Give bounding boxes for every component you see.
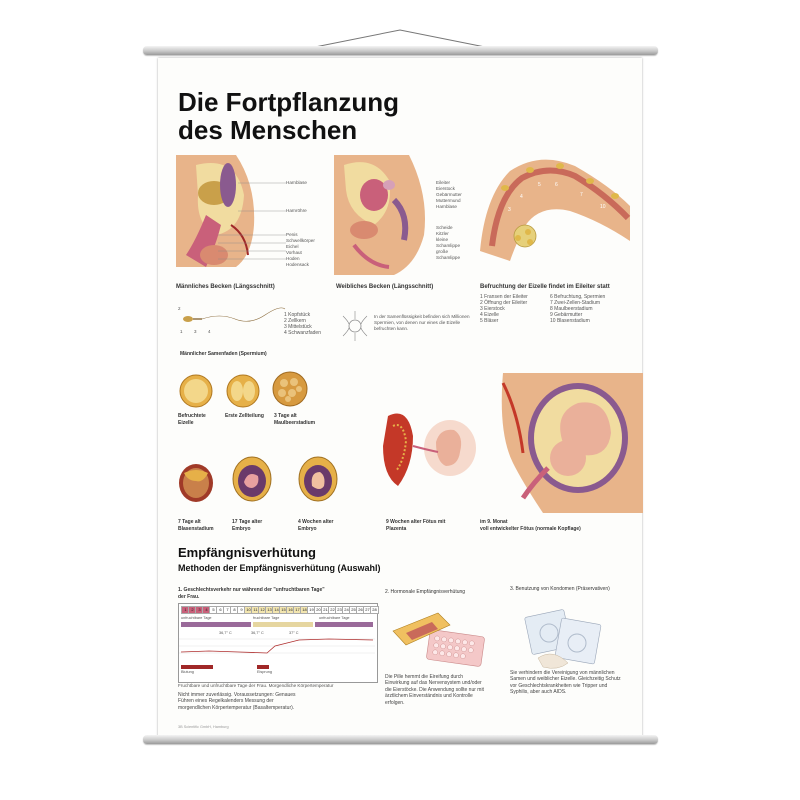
calendar-day-cell: 9	[237, 606, 246, 614]
sperm-axis-label: 1	[180, 329, 183, 334]
male-label: Harnröhre	[286, 208, 307, 213]
stage-morula	[272, 371, 308, 407]
method-1-note: Nicht immer zuverlässig. Voraussetzungen: Genaues Führen eines Regelkalenders Messung der morgendlichen Körpertemperatur (Basaltemperatur).	[178, 692, 296, 711]
calendar-day-cell: 19	[307, 606, 316, 614]
fert-number: 10	[600, 204, 606, 210]
fetus-9-months-illustration	[493, 373, 643, 513]
pill-pack-illustration	[388, 603, 488, 673]
page-title: Die Fortpflanzung des Menschen	[178, 87, 399, 145]
cal-label: Eisprung	[257, 670, 272, 674]
calendar-day-cell: 21	[321, 606, 330, 614]
female-pelvis-illustration	[334, 155, 434, 275]
stage-first-division	[225, 373, 261, 409]
cal-label: 36,7° C	[251, 631, 264, 635]
calendar-day-cell: 12	[258, 606, 267, 614]
calendar-day-cell: 4	[202, 606, 211, 614]
method-2-title: 2. Hormonale Empfängnisverhütung	[385, 589, 466, 595]
sperm-swarm-icon	[340, 311, 370, 341]
stage-17-day-embryo	[232, 456, 272, 502]
stage-8-caption: im 9. Monat voll entwickelter Fötus (normale Kopflage)	[480, 519, 581, 532]
calendar-day-cell: 16	[286, 606, 295, 614]
cal-label: 36,7° C	[219, 631, 232, 635]
sperm-axis-label: 4	[208, 329, 211, 334]
stage-1-caption: Befruchtete Eizelle	[178, 413, 206, 426]
calendar-day-cell: 25	[349, 606, 358, 614]
sperm-axis-label: 3	[194, 329, 197, 334]
fertility-calendar	[178, 603, 378, 683]
fertilization-legend-col2: 6 Befruchtung, Spermien 7 Zwei-Zellen-Stadium 8 Maulbeerstadium 9 Gebärmutter 10 Blasenstadium	[550, 294, 606, 324]
calendar-day-cell: 1	[181, 606, 190, 614]
calendar-day-cell: 24	[342, 606, 351, 614]
sperm-axis-label: 2	[178, 306, 181, 311]
stage-5-caption: 17 Tage alter Embryo	[232, 519, 263, 532]
fertilization-legend-col1: 1 Fransen der Eileiter 2 Öffnung der Eileiter 3 Eierstock 4 Eizelle 5 Bläser	[480, 294, 528, 324]
method-1-title: 1. Geschlechtsverkehr nur während der "unfruchtbaren Tage" der Frau.	[178, 587, 325, 600]
calendar-day-cell: 8	[230, 606, 239, 614]
method-3-note: Sie verhindern die Vereinigung von männlichen Samen und weiblicher Eizelle. Gleichzeitig Schutz vor Geschlechtskrankheiten wie Tripper und Syphilis, aber auch AIDS.	[510, 670, 621, 696]
stage-fertilized-egg	[178, 373, 214, 409]
calendar-day-cell: 27	[363, 606, 372, 614]
calendar-day-cell: 7	[223, 606, 232, 614]
method-3-title: 3. Benutzung von Kondomen (Präservativen)	[510, 586, 610, 592]
calendar-day-cell: 5	[209, 606, 218, 614]
fertilization-illustration	[480, 156, 630, 261]
female-labels-lower: Scheide Kitzler kleine Schamlippe große Schamlippe	[436, 225, 461, 260]
calendar-day-cell: 22	[328, 606, 337, 614]
stage-4-week-embryo	[298, 456, 338, 502]
stage-7-caption: 9 Wochen alter Fötus mit Plazenta	[386, 519, 446, 532]
calendar-day-cell: 23	[335, 606, 344, 614]
calendar-day-cell: 15	[279, 606, 288, 614]
calendar-day-cell: 2	[188, 606, 197, 614]
fert-number: 4	[520, 194, 523, 200]
stage-6-caption: 4 Wochen alter Embryo	[298, 519, 334, 532]
sperm-caption: Männlicher Samenfaden (Spermium)	[180, 351, 267, 357]
cal-label: unfruchtbare Tage	[319, 616, 350, 620]
calendar-caption: Fruchtbare und unfruchtbare Tage der Frau. Morgendliche Körpertemperatur	[178, 683, 334, 688]
cal-bar-fertile	[253, 622, 313, 627]
male-leader-lines	[218, 178, 338, 298]
female-labels: Eileiter Eierstock Gebärmutter Muttermund Harnblase	[436, 180, 462, 209]
contraception-subheading: Methoden der Empfängnisverhütung (Auswahl)	[178, 563, 381, 573]
calendar-day-cell: 3	[195, 606, 204, 614]
cal-ovulation-bar	[257, 665, 269, 669]
calendar-day-cell: 28	[370, 606, 379, 614]
sperm-illustration	[180, 303, 290, 333]
contraception-heading: Empfängnisverhütung	[178, 545, 316, 560]
cal-bleeding-bar	[181, 665, 213, 669]
sperm-note: In der Samenflüssigkeit befinden sich Millionen Spermien, von denen nur eines die Eizelle befruchten kann.	[374, 314, 470, 331]
cal-label: fruchtbare Tage	[253, 616, 280, 620]
condom-illustration	[513, 603, 613, 673]
male-caption: Männliches Becken (Längsschnitt)	[176, 284, 275, 290]
poster	[158, 58, 642, 738]
calendar-day-cell: 10	[244, 606, 253, 614]
female-caption: Weibliches Becken (Längsschnitt)	[336, 284, 434, 290]
stage-2-caption: Erste Zellteilung	[225, 413, 264, 419]
male-label: Penis Schwellkörper Eichel Vorhaut Hoden Hodensack	[286, 232, 315, 267]
cal-bar-purple-2	[315, 622, 373, 627]
cal-bar-purple	[181, 622, 251, 627]
male-labels: Harnblase	[286, 180, 307, 185]
sperm-parts: 1 Kopfstück 2 Zellkern 3 Mittelstück 4 Schwanzfaden	[284, 312, 321, 336]
fert-number: 6	[555, 182, 558, 188]
method-2-note: Die Pille hemmt die Eireifung durch Einwirkung auf das Nervensystem und/oder die Eierstöcke. Die Anwendung sollte nur mit ärztlichem Einverständnis und Kontrolle erfolgen.	[385, 674, 484, 706]
stage-3-caption: 3 Tage alt Maulbeerstadium	[274, 413, 316, 426]
basal-temperature-curve	[179, 634, 375, 664]
publisher-footer: 3B Scientific GmbH, Hamburg	[178, 725, 229, 729]
cal-label: unfruchtbare Tage	[181, 616, 212, 620]
bottom-hanging-rod	[143, 735, 658, 744]
stage-4-caption: 7 Tage alt Blasenstadium	[178, 519, 214, 532]
cal-label: Blutung	[181, 670, 194, 674]
top-hanging-rod	[143, 46, 658, 55]
calendar-day-cell: 14	[272, 606, 281, 614]
fert-number: 7	[580, 192, 583, 198]
fetus-9-weeks-illustration	[378, 406, 478, 496]
fert-number: 5	[538, 182, 541, 188]
stage-blastocyst	[178, 463, 214, 503]
fertilization-caption: Befruchtung der Eizelle findet im Eileiter statt	[480, 284, 610, 290]
calendar-day-cell: 20	[314, 606, 323, 614]
fert-number: 3	[508, 207, 511, 213]
calendar-day-cell: 26	[356, 606, 365, 614]
calendar-day-cell: 13	[265, 606, 274, 614]
calendar-day-cell: 6	[216, 606, 225, 614]
calendar-day-cell: 17	[293, 606, 302, 614]
cal-label: 37° C	[289, 631, 299, 635]
calendar-day-cell: 11	[251, 606, 260, 614]
calendar-day-cell: 18	[300, 606, 309, 614]
